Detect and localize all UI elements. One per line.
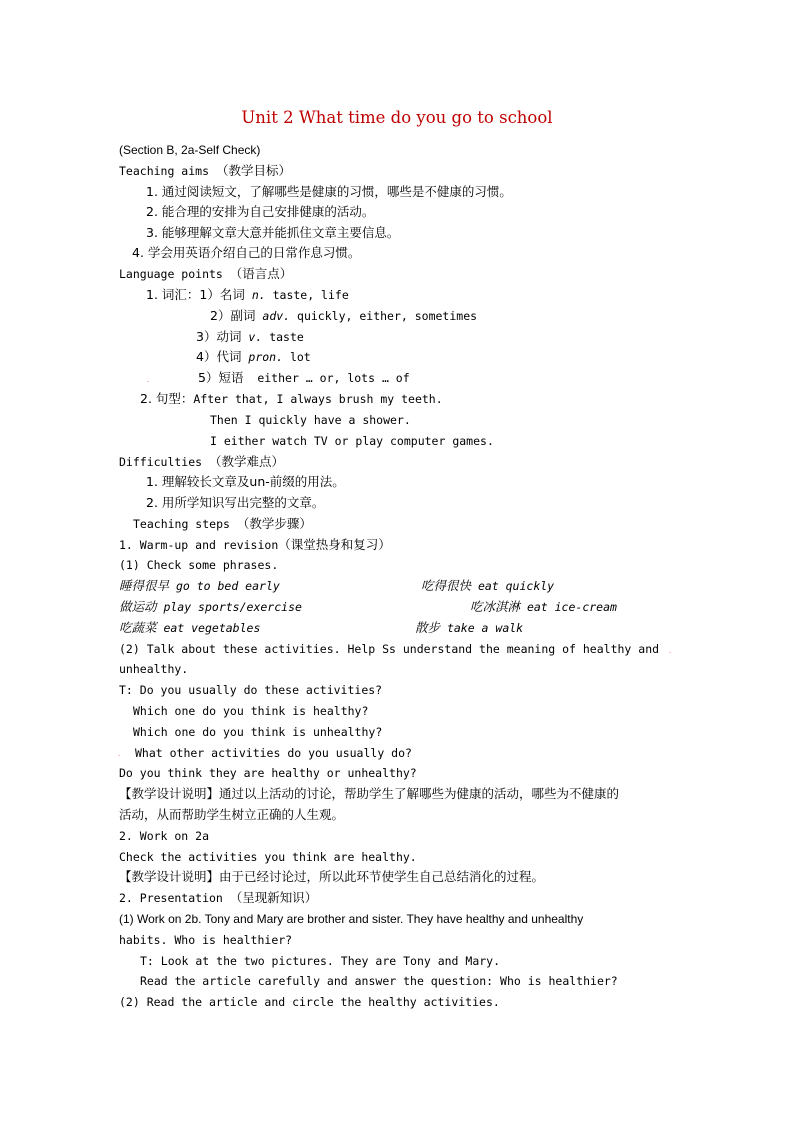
sentence-row: I either watch TV or play computer games. (210, 434, 494, 448)
warmup-sub2: (2) Talk about these activities. Help Ss understand the meaning of healthy and (119, 642, 660, 656)
aim-item: 4. 学会用英语介绍自己的日常作息习惯。 (132, 245, 361, 260)
phrase-item: 吃蔬菜 eat vegetables (119, 620, 261, 635)
vocab-row: 4）代词 pron. lot (196, 349, 311, 364)
warmup-sub1: (1) Check some phrases. (119, 558, 279, 572)
design-note-cont: 活动，从而帮助学生树立正确的人生观。 (119, 807, 345, 822)
dialog-line: Do you think they are healthy or unhealthy? (119, 766, 417, 780)
design-note: 【教学设计说明】通过以上活动的讨论，帮助学生了解哪些为健康的活动，哪些为不健康的 (119, 786, 620, 801)
vocab-row: 5）短语 either … or, lots … of (198, 370, 410, 385)
phrase-item: 散步 take a walk (415, 620, 524, 635)
dialog-line: Which one do you think is unhealthy? (133, 725, 383, 739)
aim-item: 3. 能够理解文章大意并能抓住文章主要信息。 (146, 225, 400, 240)
dialog-line: Which one do you think is healthy? (133, 704, 369, 718)
work-2a-heading: 2. Work on 2a (119, 829, 210, 843)
vocab-row: 1. 词汇：1）名词 n. taste, life (146, 287, 349, 302)
document-title: Unit 2 What time do you go to school (241, 108, 553, 127)
phrase-item: 做运动 play sports/exercise (119, 599, 302, 614)
sentence-row: Then I quickly have a shower. (210, 413, 411, 427)
dialog-line: T: Do you usually do these activities? (119, 683, 383, 697)
stray-mark: . (147, 375, 150, 384)
presentation-p1-cont: habits. Who is healthier? (119, 933, 293, 947)
difficulty-item: 1. 理解较长文章及un-前缀的用法。 (146, 474, 345, 489)
dialog-line: What other activities do you usually do? (135, 746, 412, 760)
presentation-p1: (1) Work on 2b. Tony and Mary are brother and sister. They have healthy and unhealthy (119, 912, 584, 926)
stray-mark: . (118, 749, 121, 758)
difficulties-heading: Difficulties （教学难点） (119, 454, 285, 469)
presentation-heading: 2. Presentation （呈现新知识） (119, 890, 318, 905)
aim-item: 1. 通过阅读短文，了解哪些是健康的习惯，哪些是不健康的习惯。 (146, 184, 512, 199)
work-2a-line: Check the activities you think are healthy. (119, 850, 417, 864)
design-note: 【教学设计说明】由于已经讨论过，所以此环节使学生自己总结消化的过程。 (119, 869, 545, 884)
stray-mark: . (669, 646, 672, 655)
presentation-p1-question: Read the article carefully and answer the question: Who is healthier? (140, 974, 618, 988)
phrase-item: 吃得很快 eat quickly (421, 578, 555, 593)
vocab-row: 3）动词 v. taste (196, 329, 304, 344)
teaching-steps-heading: Teaching steps （教学步骤） (133, 516, 312, 531)
presentation-p1-teacher: T: Look at the two pictures. They are Tony and Mary. (140, 954, 501, 968)
warmup-sub2-cont: unhealthy. (119, 662, 189, 676)
section-subtitle: (Section B, 2a-Self Check) (119, 143, 261, 157)
vocab-row: 2）副词 adv. quickly, either, sometimes (210, 308, 478, 323)
language-points-heading: Language points （语言点） (119, 266, 293, 281)
difficulty-item: 2. 用所学知识写出完整的文章。 (146, 495, 325, 510)
sentence-row: 2. 句型：After that, I always brush my teeth. (140, 391, 443, 406)
warmup-heading: 1. Warm-up and revision（课堂热身和复习） (119, 537, 391, 552)
presentation-p2: (2) Read the article and circle the healthy activities. (119, 995, 500, 1009)
aim-item: 2. 能合理的安排为自己安排健康的活动。 (146, 204, 375, 219)
phrase-item: 睡得很早 go to bed early (119, 578, 280, 593)
teaching-aims-heading: Teaching aims （教学目标） (119, 163, 291, 178)
phrase-item: 吃冰淇淋 eat ice-cream (470, 599, 617, 614)
